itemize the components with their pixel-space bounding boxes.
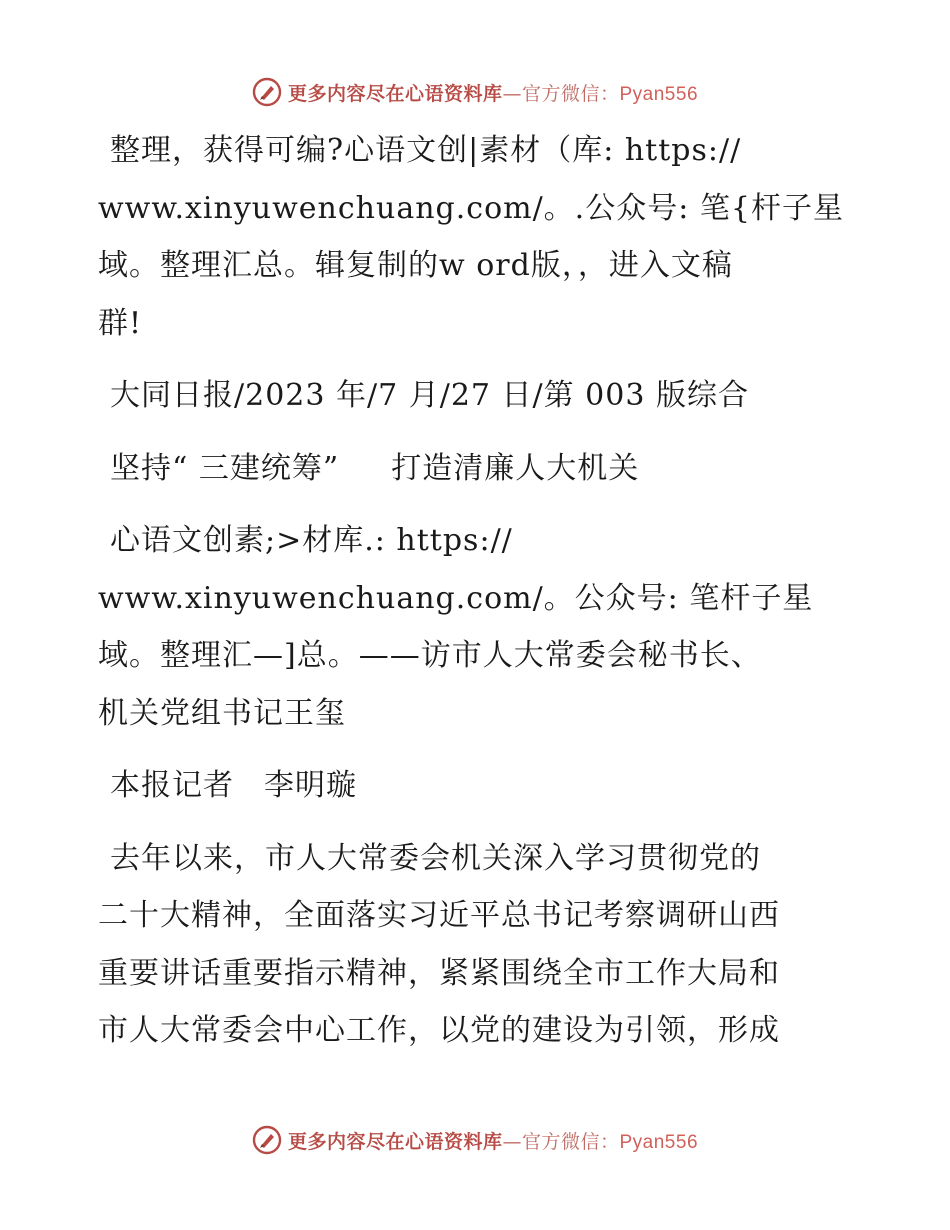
source-line-paragraph xyxy=(98,367,858,425)
document-body xyxy=(98,122,858,1075)
byline-paragraph xyxy=(98,757,858,815)
watermark-text: 更多内容尽在心语资料库—官方微信：Pyan556 xyxy=(287,1130,699,1153)
intro-line: 整理，获得可编?心语文创|素材（库: https:// xyxy=(110,133,742,168)
intro-paragraph xyxy=(98,122,858,352)
headline-left: 坚持“ 三建统筹” xyxy=(110,450,340,486)
subhead-line: 机关党组书记王玺 xyxy=(98,695,346,731)
header-watermark-banner xyxy=(0,72,950,112)
source-line: 大同日报/2023 年/7 月/27 日/第 003 版综合 xyxy=(110,378,749,413)
reporter-name: 李明璇 xyxy=(264,768,357,803)
footer-watermark-banner xyxy=(0,1120,950,1160)
reporter-label: 本报记者 xyxy=(110,768,234,803)
body-paragraph xyxy=(98,830,858,1060)
headline xyxy=(98,440,858,498)
intro-line: www.xinyuwenchuang.com/。.公众号: 笔{杆子星 xyxy=(98,190,844,226)
intro-line: 群! xyxy=(98,305,143,341)
body-line: 去年以来，市人大常委会机关深入学习贯彻党的 xyxy=(110,840,761,876)
pen-seal-logo-icon xyxy=(252,1125,282,1155)
watermark-text: 更多内容尽在心语资料库—官方微信：Pyan556 xyxy=(287,82,699,105)
body-line: 二十大精神，全面落实习近平总书记考察调研山西 xyxy=(98,898,780,933)
pen-seal-logo-icon xyxy=(252,77,282,107)
headline-right: 打造清廉人大机关 xyxy=(391,450,640,486)
subhead-line: 心语文创素;>材库.: https:// xyxy=(110,523,513,558)
headline-paragraph xyxy=(98,440,858,498)
subhead-paragraph xyxy=(98,512,858,742)
subhead-line: www.xinyuwenchuang.com/。公众号: 笔杆子星 xyxy=(98,580,814,616)
intro-line: 域。整理汇总。辑复制的w ord版，，进入文稿 xyxy=(98,248,733,283)
body-line: 市人大常委会中心工作，以党的建设为引领，形成 xyxy=(98,1013,780,1048)
subhead-line: 域。整理汇—]总。——访市人大常委会秘书长、 xyxy=(98,638,762,673)
byline xyxy=(98,757,858,815)
body-line: 重要讲话重要指示精神，紧紧围绕全市工作大局和 xyxy=(98,955,780,991)
